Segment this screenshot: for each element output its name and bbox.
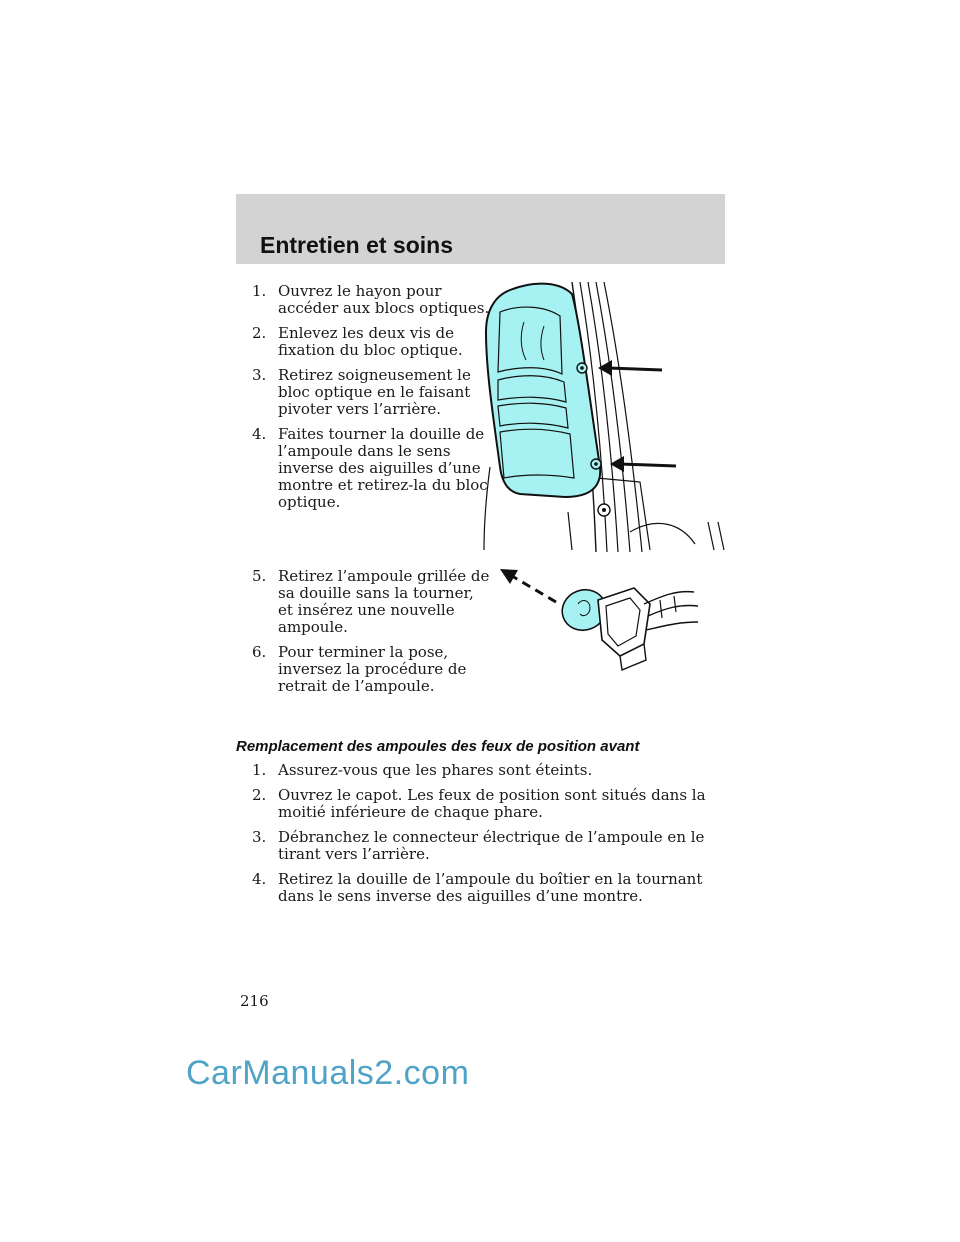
list-item [252,325,492,359]
step-text: Faites tourner la douille de l’ampoule dans le sens inverse des aiguilles d’une montre et retirez-la du bloc optique. [278,425,488,511]
bulb-steps [252,568,492,703]
page-number: 216 [240,992,269,1010]
list-item [252,762,732,779]
parking-lamp-steps [252,762,732,913]
taillamp-steps [252,283,492,519]
step-text: Débranchez le connecteur électrique de l’ampoule en le tirant vers l’arrière. [278,828,705,863]
list-item [252,568,492,636]
bulb-socket-illustration [494,560,704,690]
section-heading: Remplacement des ampoules des feux de position avant [236,738,640,755]
list-item [252,283,492,317]
list-item [252,367,492,418]
section-title: Entretien et soins [260,232,453,258]
step-number: 2. [252,324,267,342]
step-number: 6. [252,643,267,661]
step-text: Retirez l’ampoule grillée de sa douille sans la tourner, et insérez une nouvelle ampoule. [278,567,490,636]
step-text: Pour terminer la pose, inversez la procédure de retrait de l’ampoule. [278,643,467,695]
step-text: Retirez la douille de l’ampoule du boîtier en la tournant dans le sens inverse des aiguilles d’une montre. [278,870,703,905]
list-item [252,829,732,863]
list-item [252,871,732,905]
step-number: 3. [252,828,267,846]
step-number: 4. [252,870,267,888]
taillamp-illustration [480,282,730,552]
section-header [236,194,725,264]
step-text: Ouvrez le hayon pour accéder aux blocs optiques. [278,282,490,317]
list-item [252,787,732,821]
step-number: 1. [252,282,267,300]
list-item [252,644,492,695]
step-number: 3. [252,366,267,384]
step-text: Assurez-vous que les phares sont éteints. [278,761,593,779]
step-number: 5. [252,567,267,585]
step-number: 1. [252,761,267,779]
step-text: Retirez soigneusement le bloc optique en le faisant pivoter vers l’arrière. [278,366,471,418]
step-text: Enlevez les deux vis de fixation du bloc optique. [278,324,463,359]
step-number: 4. [252,425,267,443]
step-number: 2. [252,786,267,804]
list-item [252,426,492,511]
step-text: Ouvrez le capot. Les feux de position sont situés dans la moitié inférieure de chaque phare. [278,786,706,821]
watermark-logo: CarManuals2.com [186,1054,470,1092]
